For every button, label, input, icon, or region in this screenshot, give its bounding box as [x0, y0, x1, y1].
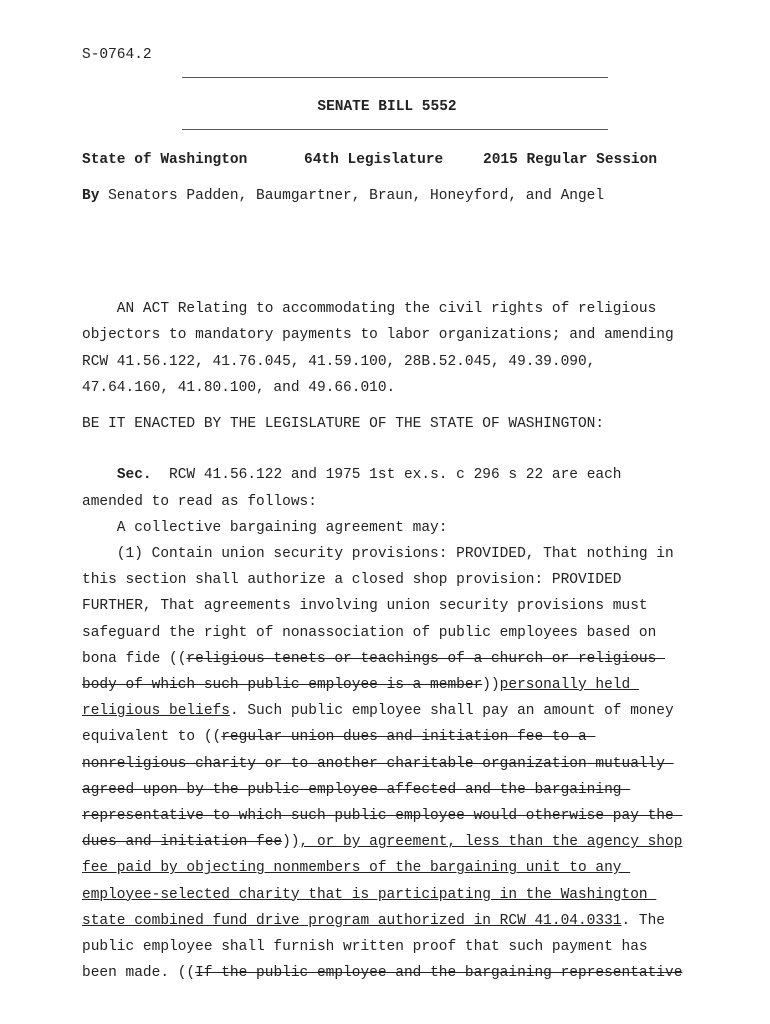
- body-line: [82, 886, 656, 904]
- sponsors-names: Senators Padden, Baumgartner, Braun, Honeyford, and Angel: [108, 188, 605, 204]
- inserted-text: state combined fund drive program authorized in RCW 41.04.0331: [82, 912, 622, 929]
- section-label: Sec.: [116, 467, 152, 483]
- body-line: [82, 571, 622, 589]
- header-legislature: 64th Legislature: [304, 152, 444, 168]
- body-text: safeguard the right of nonassociation of public employees based on: [82, 624, 657, 641]
- inserted-text: employee-selected charity that is participating in the Washington: [82, 886, 657, 903]
- body-text: public employee shall furnish written proof that such payment has: [82, 939, 648, 955]
- enacting-clause: BE IT ENACTED BY THE LEGISLATURE OF THE STATE OF WASHINGTON:: [82, 416, 605, 432]
- body-line: [82, 755, 674, 773]
- section-heading: [82, 466, 622, 484]
- title-rule-bottom: [182, 129, 608, 130]
- body-text: been made. ((: [82, 965, 196, 982]
- section-intro: A collective bargaining agreement may:: [82, 520, 448, 536]
- body-line: [82, 912, 665, 930]
- inserted-text: , or by agreement, less than the agency shop: [299, 834, 683, 851]
- body-line: [82, 545, 674, 563]
- body-text: . The: [621, 912, 666, 929]
- body-text: )): [482, 677, 500, 693]
- act-line: RCW 41.56.122, 41.76.045, 41.59.100, 28B.52.045, 49.39.090,: [82, 353, 596, 370]
- body-text: (1) Contain union security provisions: PROVIDED, That nothing in: [82, 546, 674, 562]
- header-state: State of Washington: [82, 152, 248, 168]
- document-id: S-0764.2: [82, 47, 152, 63]
- body-text: )): [282, 834, 300, 851]
- body-line: [82, 964, 682, 982]
- deleted-text: representative to which such public employee would otherwise pay the: [82, 808, 683, 824]
- body-line: [82, 597, 648, 615]
- deleted-text: nonreligious charity or to another charitable organization mutually: [82, 755, 674, 772]
- body-text: equivalent to ((: [82, 729, 222, 746]
- body-line: [82, 781, 630, 799]
- body-line: [82, 807, 682, 825]
- body-text: this section shall authorize a closed shop provision: PROVIDED: [82, 572, 622, 589]
- deleted-text: If the public employee and the bargaining representative: [195, 965, 683, 982]
- title-rule-top: [182, 77, 608, 78]
- section-text: RCW 41.56.122 and 1975 1st ex.s. c 296 s 22 are each: [151, 467, 622, 483]
- body-line: [82, 624, 656, 642]
- body-line: [82, 702, 674, 720]
- act-line: 47.64.160, 41.80.100, and 49.66.010.: [82, 379, 396, 396]
- header-session: 2015 Regular Session: [483, 152, 658, 168]
- body-line: [82, 676, 639, 694]
- bill-title: SENATE BILL 5552: [317, 99, 457, 115]
- section-line-2: amended to read as follows:: [82, 494, 317, 510]
- act-line: objectors to mandatory payments to labor organizations; and amending: [82, 327, 674, 344]
- inserted-text: religious beliefs: [82, 703, 230, 720]
- body-line: [82, 833, 682, 851]
- body-line: [82, 859, 630, 877]
- deleted-text: dues and initiation fee: [82, 834, 283, 851]
- deleted-text: religious tenets or teachings of a church or religious: [186, 650, 665, 667]
- sponsors-line: [82, 187, 604, 205]
- body-line: [82, 728, 595, 746]
- deleted-text: regular union dues and initiation fee to a: [221, 729, 596, 746]
- body-line: [82, 650, 665, 668]
- deleted-text: agreed upon by the public employee affected and the bargaining: [82, 781, 631, 798]
- body-text: . Such public employee shall pay an amount of money: [229, 703, 674, 720]
- body-line: [82, 938, 648, 956]
- act-line: AN ACT Relating to accommodating the civil rights of religious: [82, 301, 657, 317]
- sponsors-by: By: [82, 188, 100, 204]
- inserted-text: personally held: [499, 677, 639, 693]
- inserted-text: fee paid by objecting nonmembers of the bargaining unit to any: [82, 860, 631, 877]
- body-text: bona fide ((: [82, 650, 187, 667]
- body-text: FURTHER, That agreements involving union security provisions must: [82, 598, 648, 615]
- deleted-text: body of which such public employee is a member: [82, 677, 483, 693]
